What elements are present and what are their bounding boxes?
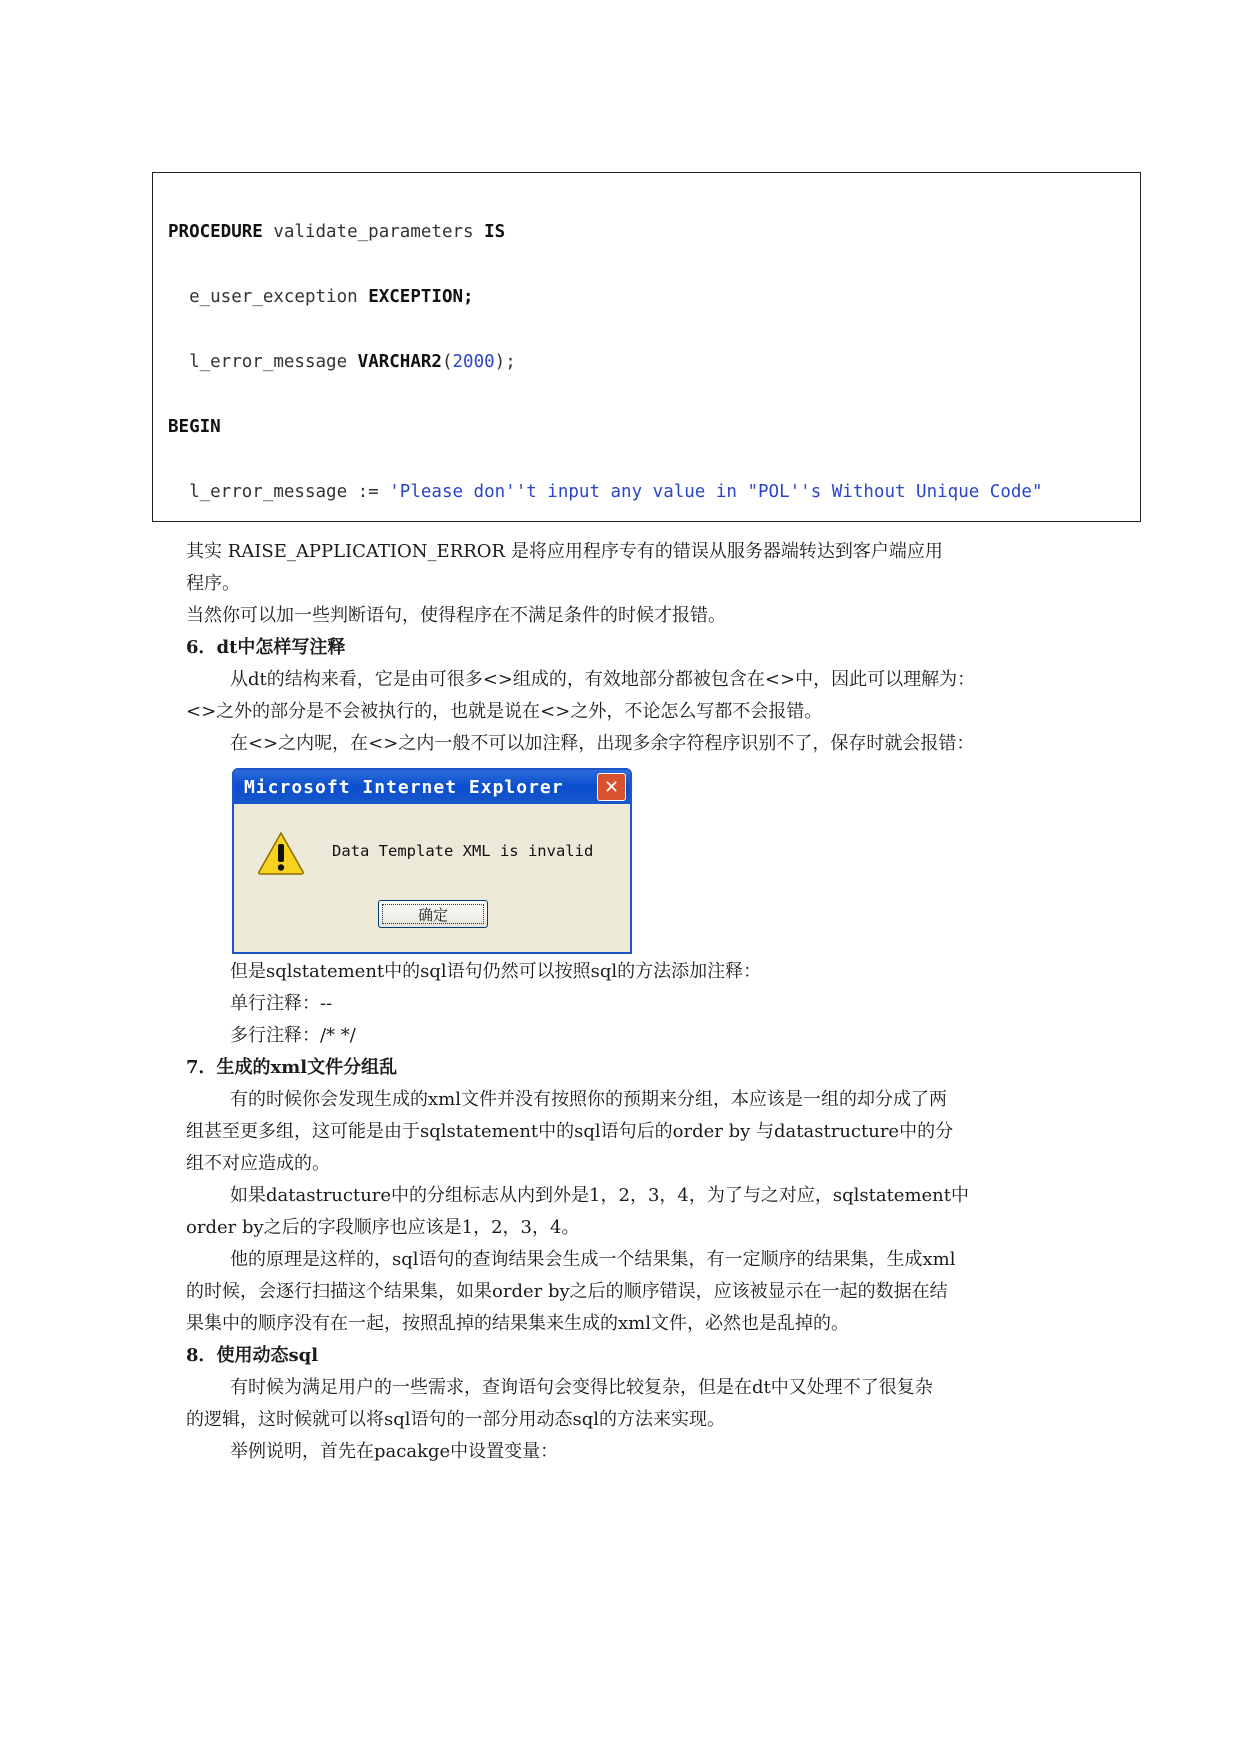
- code-number: 2000: [452, 351, 495, 372]
- ie-error-dialog: [232, 768, 632, 954]
- code-line-4: [168, 411, 1130, 444]
- code-line-3: [168, 346, 1130, 379]
- code-keyword: BEGIN: [168, 416, 221, 437]
- code-keyword: VARCHAR2: [357, 351, 442, 372]
- section-heading: 6．dt中怎样写注释: [186, 637, 346, 658]
- paragraph: 但是sqlstatement中的sql语句仍然可以按照sql的方法添加注释：: [230, 961, 762, 982]
- paragraph: order by之后的字段顺序也应该是1，2，3，4。: [186, 1217, 580, 1238]
- section-heading: 8．使用动态sql: [186, 1345, 319, 1366]
- paragraph: 程序。: [186, 573, 240, 594]
- paragraph: 举例说明，首先在pacakge中设置变量：: [230, 1441, 559, 1462]
- paragraph: <>之外的部分是不会被执行的，也就是说在<>之外，不论怎么写都不会报错。: [186, 701, 823, 722]
- paragraph: 单行注释：--: [230, 993, 333, 1014]
- code-text-span: e_user_exception: [168, 286, 369, 307]
- paragraph: 有时候为满足用户的一些需求，查询语句会变得比较复杂，但是在dt中又处理不了很复杂: [230, 1377, 933, 1398]
- dialog-message: Data Template XML is invalid: [332, 842, 594, 860]
- code-text: [168, 183, 1130, 522]
- paragraph: 从dt的结构来看，它是由可很多<>组成的，有效地部分都被包含在<>中，因此可以理解为：: [230, 669, 976, 690]
- code-punct: ;: [463, 286, 474, 307]
- paragraph: 他的原理是这样的，sql语句的查询结果会生成一个结果集，有一定顺序的结果集，生成xml: [230, 1249, 956, 1270]
- code-keyword: PROCEDURE: [168, 221, 263, 242]
- paragraph: 的逻辑，这时候就可以将sql语句的一部分用动态sql的方法来实现。: [186, 1409, 726, 1430]
- paragraph: 有的时候你会发现生成的xml文件并没有按照你的预期来分组，本应该是一组的却分成了两: [230, 1089, 947, 1110]
- section-heading: 7．生成的xml文件分组乱: [186, 1057, 398, 1078]
- paragraph: 组甚至更多组，这可能是由于sqlstatement中的sql语句后的order by 与datastructure中的分: [186, 1121, 954, 1142]
- code-keyword: IS: [484, 221, 506, 242]
- dialog-title-bar: [234, 770, 630, 804]
- paragraph: 果集中的顺序没有在一起，按照乱掉的结果集来生成的xml文件，必然也是乱掉的。: [186, 1313, 849, 1334]
- code-punct: (: [441, 351, 453, 372]
- code-text-span: l_error_message: [168, 351, 358, 372]
- code-line-5: [168, 476, 1130, 509]
- paragraph: 的时候，会逐行扫描这个结果集，如果order by之后的顺序错误，应该被显示在一起的数据在结: [186, 1281, 948, 1302]
- paragraph: 在<>之内呢，在<>之内一般不可以加注释，出现多余字符程序识别不了，保存时就会报错：: [230, 733, 975, 754]
- paragraph: 多行注释：/* */: [230, 1025, 356, 1046]
- paragraph: 其实 RAISE_APPLICATION_ERROR 是将应用程序专有的错误从服务器端转达到客户端应用: [186, 541, 943, 562]
- code-string: 'Please don''t input any value in "POL''s Without Unique Code": [389, 481, 1043, 502]
- paragraph: 如果datastructure中的分组标志从内到外是1，2，3，4，为了与之对应，sqlstatement中: [230, 1185, 970, 1206]
- code-punct: );: [494, 351, 516, 372]
- code-line-1: [168, 216, 1130, 249]
- close-icon[interactable]: ✕: [597, 773, 626, 801]
- warning-icon: [256, 830, 306, 880]
- code-text-span: l_error_message :=: [168, 481, 390, 502]
- code-keyword: EXCEPTION: [368, 286, 464, 307]
- paragraph: 组不对应造成的。: [186, 1153, 330, 1174]
- code-text-span: validate_parameters: [262, 221, 485, 242]
- paragraph: 当然你可以加一些判断语句，使得程序在不满足条件的时候才报错。: [186, 605, 726, 626]
- code-listing: [152, 172, 1141, 522]
- code-line-2: [168, 281, 1130, 314]
- ok-button[interactable]: 确定: [378, 900, 488, 928]
- dialog-title: Microsoft Internet Explorer: [244, 776, 564, 798]
